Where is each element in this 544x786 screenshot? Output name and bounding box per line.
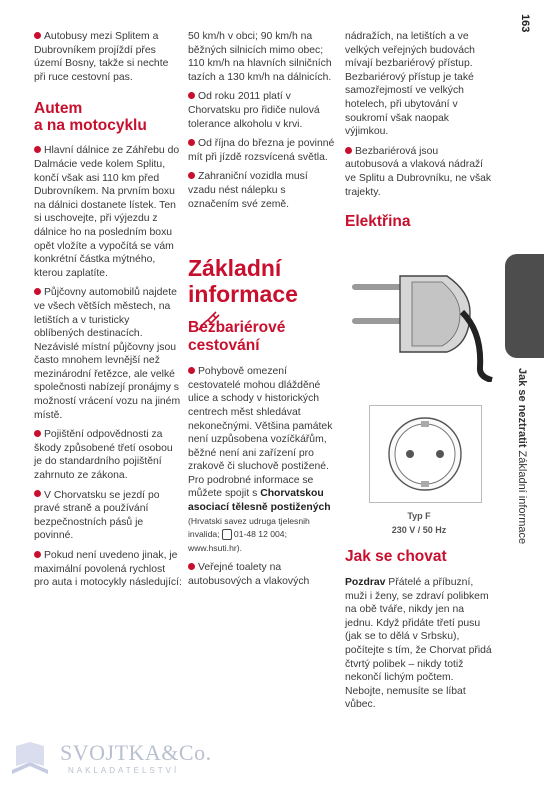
column-3 — [345, 30, 493, 241]
greeting-term: Pozdrav — [345, 577, 386, 588]
plug-icon — [196, 308, 222, 334]
paragraph: Bezbariérová jsou autobusová a vlaková nádraží ve Splitu a Dubrovníku, ne však trajekty. — [345, 145, 492, 198]
paragraph: Od roku 2011 platí v Chorvatsku pro řidiče nulová tolerance alkoholu v krvi. — [188, 91, 320, 130]
paragraph: nádražích, na letištích a ve velkých veřejných budovách mívají bezbariérový přístup. Bezbariérový přístup je také samozřejmostí ve velkých hotelech, při ubytování v soukromí však naopak výjimkou. — [345, 31, 475, 138]
spacer — [188, 217, 336, 251]
section-title-regular: Základní informace — [516, 450, 528, 545]
paragraph: Pozdrav Přátelé a příbuzní, muži i ženy, se zdraví polibkem na obě tváře, nikdy jen na jednu. Když přidáte třetí pusu (jak se to dělá v Srbsku), počítejte s tím, že Chorvat přidá čtvrtý polibek – nikdy totiž nekončí lichým počtem. Nebojte, nemusíte se líbat vůbec. — [345, 577, 492, 711]
paragraph: 50 km/h v obci; 90 km/h na běžných silnicích mimo obec; 110 km/h na hlavních silničních tazích a 130 km/h na dálnicích. — [188, 31, 332, 83]
figure-caption: Typ F 230 V / 50 Hz — [391, 511, 447, 535]
bullet-dot — [34, 430, 41, 437]
section-title-vertical — [510, 368, 530, 608]
phone-icon — [222, 529, 232, 540]
bullet-dot — [188, 367, 195, 374]
column-3-lower — [345, 548, 493, 718]
logo-book-icon — [10, 740, 50, 778]
heading-car-motorcycle: Autem a na motocyklu — [34, 100, 147, 135]
bullet-dot — [345, 147, 352, 154]
heading-basic-info: Základní informace — [188, 255, 298, 308]
association-name: Chorvatskou asociací tělesně postižených — [188, 488, 331, 514]
bullet-dot — [188, 172, 195, 179]
heading-accessible-travel: Bezbariérové cestování — [188, 319, 286, 355]
bullet-dot — [188, 139, 195, 146]
page-number: 163 — [519, 14, 531, 33]
bullet-dot — [34, 551, 41, 558]
paragraph: Od října do března je povinné mít při jízdě rozsvícená světla. — [188, 138, 335, 163]
column-1 — [34, 30, 182, 596]
paragraph: Zahraniční vozidla musí vzadu nést nálepku s označením své země. — [188, 171, 308, 210]
bullet-dot — [34, 146, 41, 153]
paragraph: Pohybově omezení cestovatelé mohou dlážděné ulice a schody v historických centrech měst shledávat nekonečnými. Většina památek není uzpůsobena vozíčkářům, běžné není ani zařízení pro zrakově či sluchově postižené. Pro podrobné informace se můžete spojit s Chorvatskou asociací tělesně postižených (Hrvatski savez udruga tjelesnih invalida; 01-48 12 004; www.hsuti.hr). — [188, 366, 333, 553]
heading-how-to-behave: Jak se chovat — [345, 548, 447, 565]
paragraph: Hlavní dálnice ze Záhřebu do Dalmácie vede kolem Splitu, končí však asi 110 km před Dubrovníkem. Na prvním boxu na dálnici dostanete lístek. Ten si uschovejte, při výjezdu z dálnice ho na posledním boxu opět vložíte a vypočítá se vám konkrétní částka mýtného, kterou zaplatíte. — [34, 145, 180, 279]
bullet-dot — [34, 490, 41, 497]
bullet-dot — [34, 288, 41, 295]
bullet-dot — [188, 92, 195, 99]
paragraph: Veřejné toalety na autobusových a vlakových — [188, 562, 310, 588]
side-tab — [505, 254, 544, 358]
paragraph: Pokud není uvedeno jinak, je maximální povolená rychlost pro auta i motocykly následující: — [34, 550, 182, 589]
publisher-logo — [8, 740, 212, 784]
socket-illustration — [369, 405, 482, 503]
bullet-dot — [188, 563, 195, 570]
paragraph: Autobusy mezi Splitem a Dubrovníkem projíždí přes území Bosny, takže si nechte při ruce cestovní pas. — [34, 31, 169, 83]
logo-text: SVOJTKA&Co. — [60, 740, 212, 765]
paragraph: Pojištění odpovědnosti za škody způsobené třetí osobou je do standardního pojištění zahrnuto ze zákona. — [34, 429, 173, 482]
paragraph: Půjčovny automobilů najdete ve všech větších městech, na letištích a v turisticky oblíbených destinacích. Nezávislé místní půjčovny jsou často mnohem levnější než mezinárodní řetězce, ale velké společnosti nabízejí pronájmy s možností vrácení vozu na jiném místě. — [34, 287, 181, 421]
plug-illustration — [352, 272, 497, 382]
bullet-dot — [34, 32, 41, 39]
heading-electricity: Elektřina — [345, 213, 411, 231]
logo-subtext: NAKLADATELSTVÍ — [68, 766, 180, 775]
paragraph: V Chorvatsku se jezdí po pravé straně a používání bezpečnostních pásů je povinné. — [34, 489, 160, 542]
section-title-bold: Jak se neztratit — [516, 368, 528, 448]
